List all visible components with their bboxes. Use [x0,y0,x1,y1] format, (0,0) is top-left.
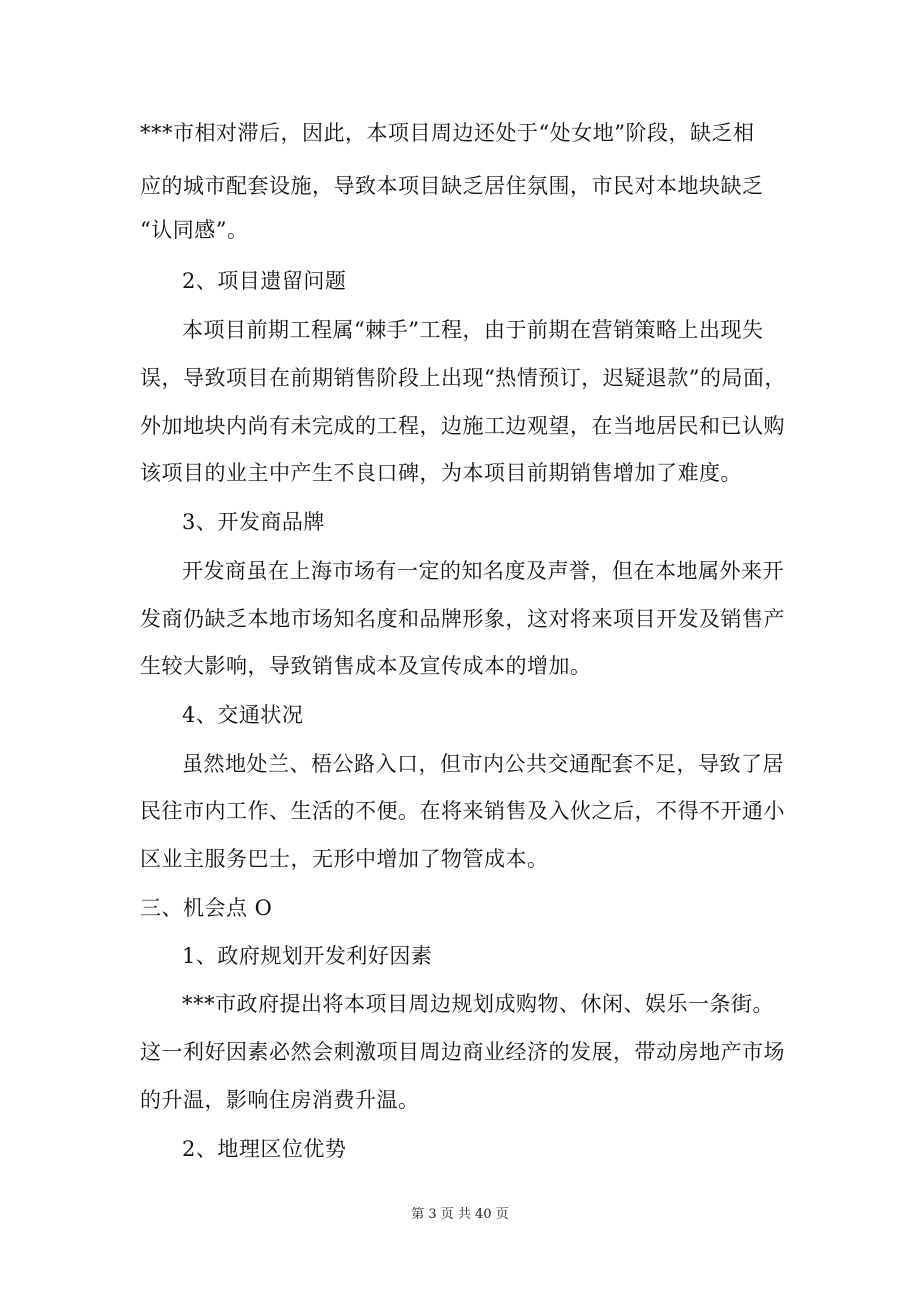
paragraph-legacy-line-2: 误，导致项目在前期销售阶段上出现“热情预订，迟疑退款”的局面， [140,366,786,390]
paragraph-policy-line-1: ***市政府提出将本项目周边规划成购物、休闲、娱乐一条街。 [182,992,774,1016]
paragraph-traffic-line-1: 虽然地处兰、梧公路入口，但市内公共交通配套不足，导致了居 [182,752,784,776]
heading-location-advantage: 2、地理区位优势 [182,1137,347,1161]
heading-developer-brand: 3、开发商品牌 [182,510,325,534]
paragraph-brand-line-3: 生较大影响，导致销售成本及宣传成本的增加。 [140,654,592,678]
paragraph-policy-line-3: 的升温，影响住房消费升温。 [140,1088,420,1112]
paragraph-brand-line-1: 开发商虽在上海市场有一定的知名度及声誉，但在本地属外来开 [182,559,784,583]
heading-government-policy: 1、政府规划开发利好因素 [182,944,433,968]
page-footer: 第 3 页 共 40 页 [411,1207,509,1222]
paragraph-legacy-line-4: 该项目的业主中产生不良口碑，为本项目前期销售增加了难度。 [140,461,742,485]
paragraph-brand-line-2: 发商仍缺乏本地市场知名度和品牌形象，这对将来项目开发及销售产 [140,607,785,631]
paragraph-traffic-line-2: 民往市内工作、生活的不便。在将来销售及入伙之后，不得不开通小 [140,799,785,823]
paragraph-lag-line-1: ***市相对滞后，因此，本项目周边还处于“处女地”阶段，缺乏相 [140,121,755,145]
paragraph-legacy-line-1: 本项目前期工程属“棘手”工程，由于前期在营销策略上出现失 [182,318,764,342]
paragraph-traffic-line-3: 区业主服务巴士，无形中增加了物管成本。 [140,847,549,871]
paragraph-lag-line-2: 应的城市配套设施，导致本项目缺乏居住氛围，市民对本地块缺乏 [140,174,764,198]
heading-legacy-issues: 2、项目遗留问题 [182,269,347,293]
paragraph-lag-line-3: “认同感”。 [140,218,249,242]
section-heading-opportunity: 三、机会点 O [140,896,273,920]
heading-traffic: 4、交通状况 [182,703,304,727]
paragraph-legacy-line-3: 外加地块内尚有未完成的工程，边施工边观望，在当地居民和已认购 [140,414,785,438]
paragraph-policy-line-2: 这一利好因素必然会刺激项目周边商业经济的发展，带动房地产市场 [140,1040,785,1064]
